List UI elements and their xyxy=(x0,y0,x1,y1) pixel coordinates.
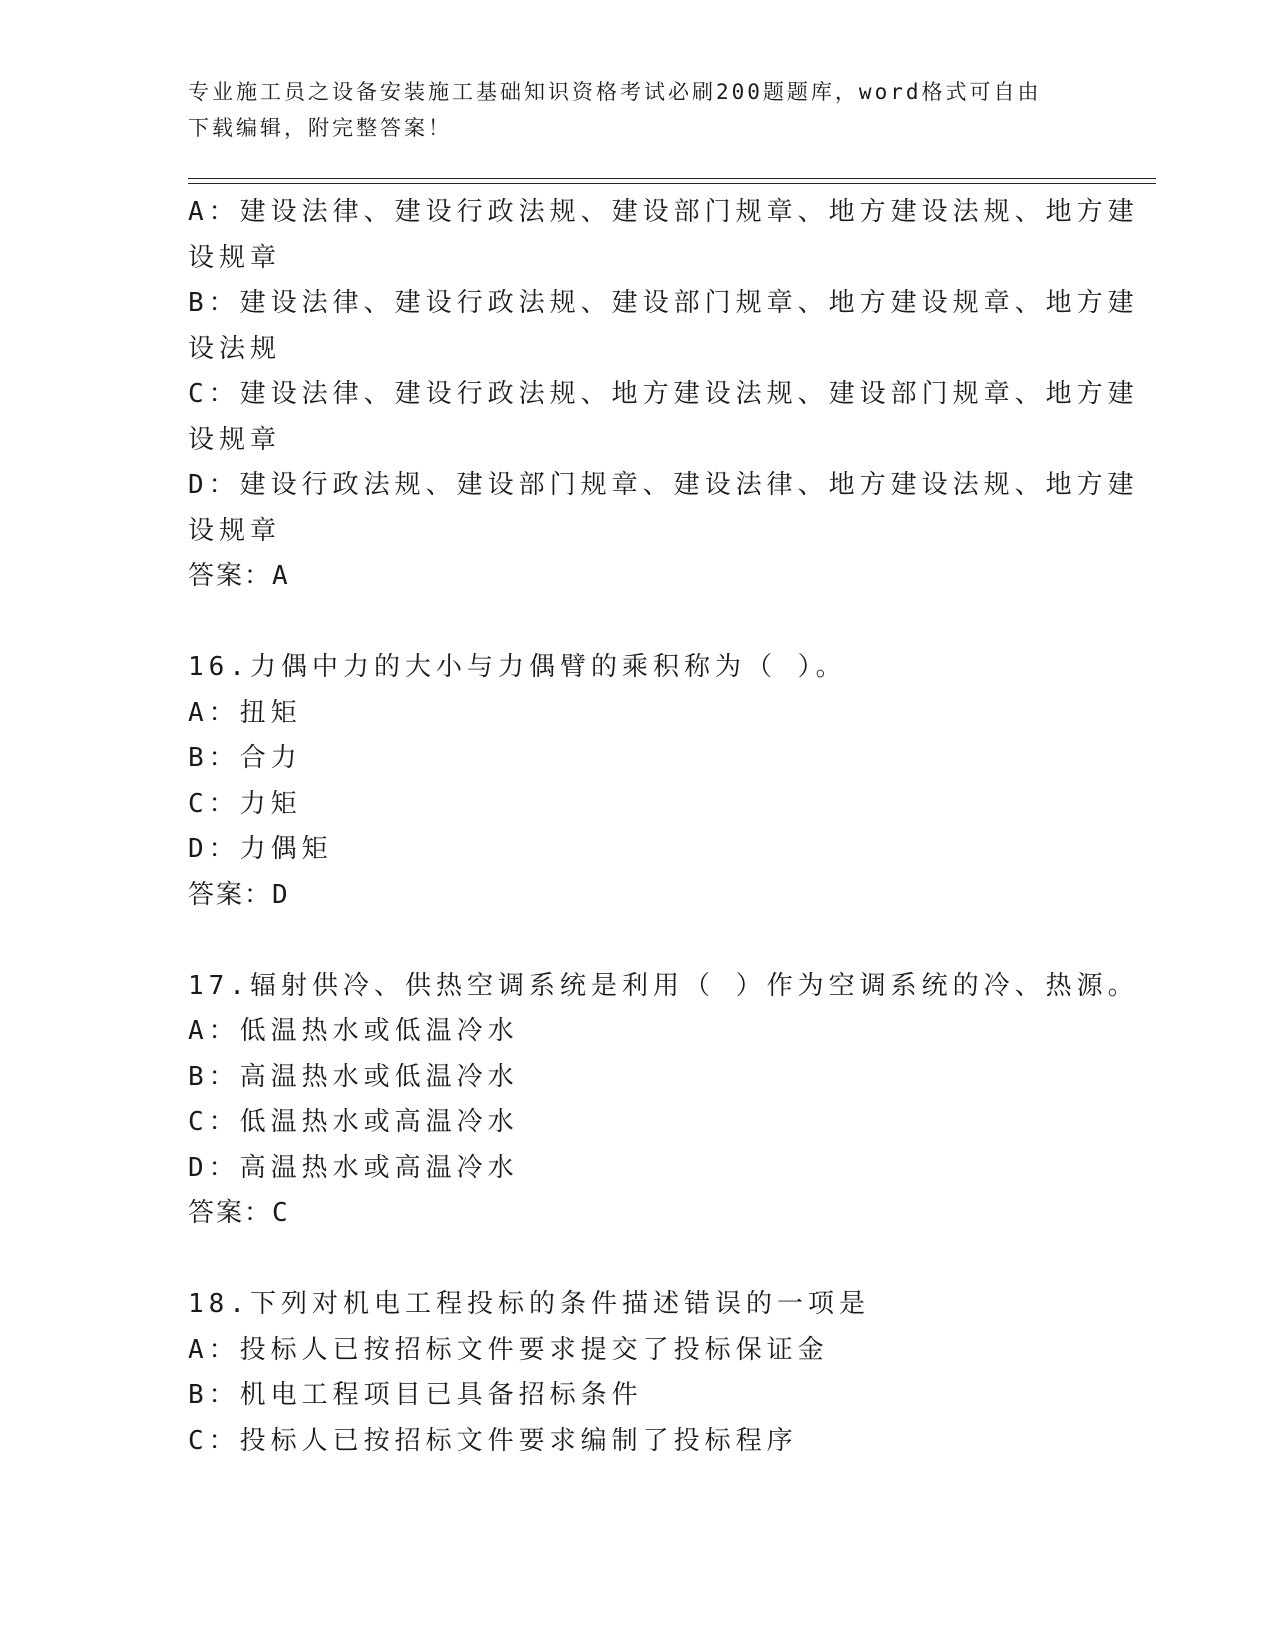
document-header xyxy=(188,74,1068,146)
q16-option-b: B：合力 xyxy=(188,743,302,773)
q16-answer: 答案：D xyxy=(188,879,290,910)
q15-option-c-line-2: 设规章 xyxy=(188,424,282,455)
q15-option-c-line-1: C：建设法律、建设行政法规、地方建设法规、建设部门规章、地方建 xyxy=(188,379,1139,409)
header-divider-bottom xyxy=(188,183,1156,184)
q15-option-d-line-2: 设规章 xyxy=(188,515,282,546)
q16-option-c: C：力矩 xyxy=(188,788,302,819)
q17-option-d: D：高温热水或高温冷水 xyxy=(188,1152,519,1183)
q15-option-d-line-1: D：建设行政法规、建设部门规章、建设法律、地方建设法规、地方建 xyxy=(188,470,1139,500)
q15-answer: 答案：A xyxy=(188,561,290,591)
q17-answer: 答案：C xyxy=(188,1198,290,1228)
spacer xyxy=(188,600,1068,646)
q17-option-a: A：低温热水或低温冷水 xyxy=(188,1016,519,1046)
question-16-block xyxy=(188,645,1068,918)
q16-option-a: A：扭矩 xyxy=(188,697,302,728)
q15-option-b-line-2: 设法规 xyxy=(188,333,282,364)
q18-option-a: A：投标人已按招标文件要求提交了投标保证金 xyxy=(188,1334,829,1365)
header-divider-top xyxy=(188,178,1156,179)
q16-question: 16.力偶中力的大小与力偶臂的乘积称为（ ）。 xyxy=(188,652,847,682)
q15-option-a-line-2: 设规章 xyxy=(188,242,282,273)
q15-option-b-line-1: B：建设法律、建设行政法规、建设部门规章、地方建设规章、地方建 xyxy=(188,288,1139,318)
q17-question: 17.辐射供冷、供热空调系统是利用（ ）作为空调系统的冷、热源。 xyxy=(188,970,1139,1001)
question-15-block xyxy=(188,190,1139,600)
question-17-block xyxy=(188,964,1139,1237)
q18-option-b: B：机电工程项目已具备招标条件 xyxy=(188,1380,643,1410)
header-title-line-2: 下载编辑，附完整答案！ xyxy=(188,116,452,140)
q17-option-c: C：低温热水或高温冷水 xyxy=(188,1107,519,1137)
q18-question: 18.下列对机电工程投标的条件描述错误的一项是 xyxy=(188,1289,870,1319)
q15-option-a-line-1: A：建设法律、建设行政法规、建设部门规章、地方建设法规、地方建 xyxy=(188,197,1139,227)
question-content xyxy=(188,190,1139,1464)
q17-option-b: B：高温热水或低温冷水 xyxy=(188,1061,519,1092)
spacer xyxy=(188,918,1068,964)
spacer xyxy=(188,1237,1068,1283)
question-18-block xyxy=(188,1282,1068,1464)
q18-option-c: C：投标人已按招标文件要求编制了投标程序 xyxy=(188,1425,798,1456)
q16-option-d: D：力偶矩 xyxy=(188,834,333,864)
header-title-line-1: 专业施工员之设备安装施工基础知识资格考试必刷200题题库，word格式可自由 xyxy=(188,80,1042,104)
